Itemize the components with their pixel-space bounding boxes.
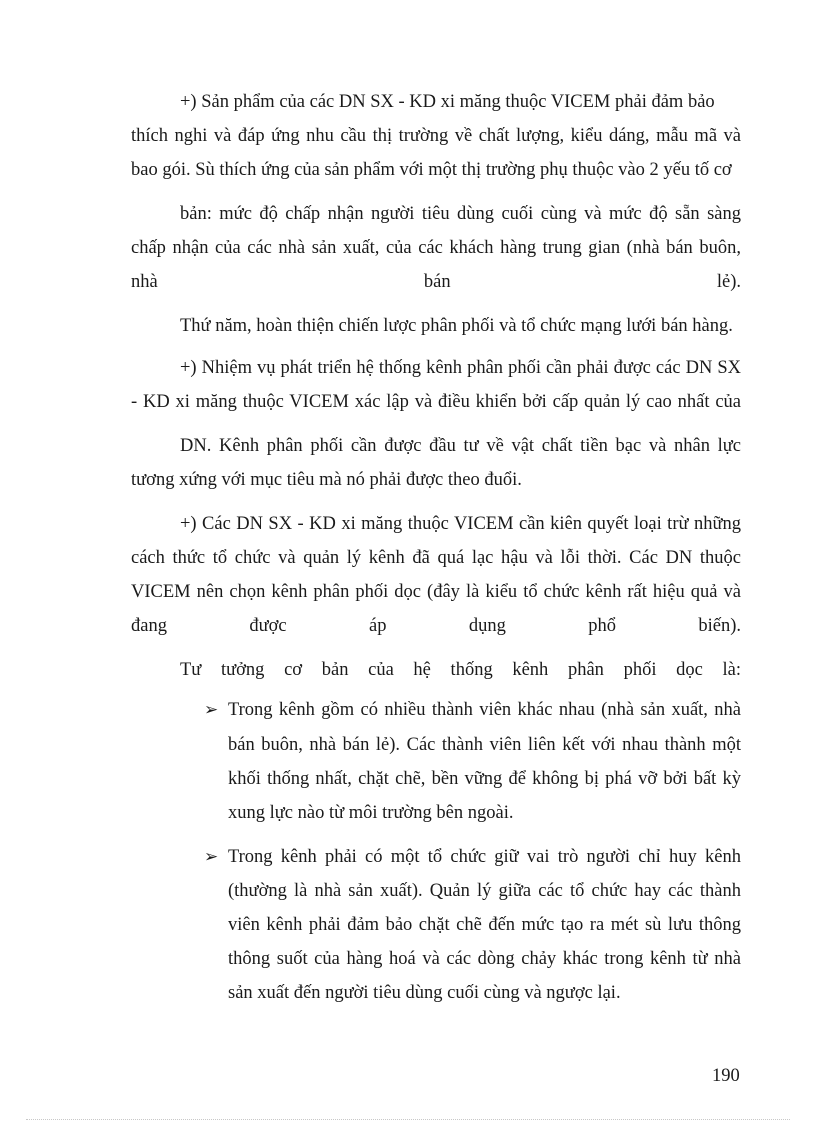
paragraph-line: đang được áp dụng phổ biến). bbox=[131, 616, 741, 636]
paragraph-line: Thứ năm, hoàn thiện chiến lược phân phối và tổ chức mạng lưới bán hàng. bbox=[180, 316, 733, 336]
arrow-bullet-icon: ➢ bbox=[204, 700, 219, 719]
paragraph-line: thích nghi và đáp ứng nhu cầu thị trường về chất lượng, kiểu dáng, mẫu mã và bbox=[131, 126, 741, 146]
paragraph-line: +) Các DN SX - KD xi măng thuộc VICEM cần kiên quyết loại trừ những bbox=[180, 514, 741, 534]
bullet-line: viên kênh phải đảm bảo chặt chẽ đến mức tạo ra mét sù lưu thông bbox=[228, 915, 741, 935]
paragraph-line: Tư tưởng cơ bản của hệ thống kênh phân phối dọc là: bbox=[180, 660, 741, 680]
paragraph-line: bao gói. Sù thích ứng của sản phẩm với một thị trường phụ thuộc vào 2 yếu tố cơ bbox=[131, 160, 732, 180]
bullet-line: sản xuất đến người tiêu dùng cuối cùng và ngược lại. bbox=[228, 983, 621, 1003]
page-number: 190 bbox=[712, 1066, 740, 1086]
paragraph-line: DN. Kênh phân phối cần được đầu tư về vật chất tiền bạc và nhân lực bbox=[180, 436, 741, 456]
paragraph-line: +) Nhiệm vụ phát triển hệ thống kênh phân phối cần phải được các DN SX bbox=[180, 358, 741, 378]
bullet-line: Trong kênh gồm có nhiều thành viên khác nhau (nhà sản xuất, nhà bbox=[228, 700, 741, 720]
paragraph-line: cách thức tổ chức và quản lý kênh đã quá lạc hậu và lỗi thời. Các DN thuộc bbox=[131, 548, 741, 568]
bullet-line: bán buôn, nhà bán lẻ). Các thành viên liên kết với nhau thành một bbox=[228, 735, 741, 755]
bullet-line: xung lực nào từ môi trường bên ngoài. bbox=[228, 803, 514, 823]
paragraph-line: chấp nhận của các nhà sản xuất, của các khách hàng trung gian (nhà bán buôn, bbox=[131, 238, 741, 258]
paragraph-line: nhà bán lẻ). bbox=[131, 272, 741, 292]
bullet-line: thông suốt của hàng hoá và các dòng chảy khác trong kênh từ nhà bbox=[228, 949, 741, 969]
paragraph-line: bản: mức độ chấp nhận người tiêu dùng cuối cùng và mức độ sẵn sàng bbox=[180, 204, 741, 224]
paragraph-line: - KD xi măng thuộc VICEM xác lập và điều khiển bởi cấp quản lý cao nhất của bbox=[131, 392, 741, 412]
bullet-line: khối thống nhất, chặt chẽ, bền vững để không bị phá vỡ bởi bất kỳ bbox=[228, 769, 741, 789]
paragraph-line: tương xứng với mục tiêu mà nó phải được theo đuổi. bbox=[131, 470, 522, 490]
bullet-line: (thường là nhà sản xuất). Quản lý giữa các tổ chức hay các thành bbox=[228, 881, 741, 901]
bullet-line: Trong kênh phải có một tổ chức giữ vai trò người chỉ huy kênh bbox=[228, 847, 741, 867]
paragraph-line: +) Sản phẩm của các DN SX - KD xi măng thuộc VICEM phải đảm bảo bbox=[180, 92, 715, 112]
paragraph-line: VICEM nên chọn kênh phân phối dọc (đây là kiểu tổ chức kênh rất hiệu quả và bbox=[131, 582, 741, 602]
arrow-bullet-icon: ➢ bbox=[204, 847, 219, 866]
page-bottom-divider bbox=[26, 1119, 790, 1120]
